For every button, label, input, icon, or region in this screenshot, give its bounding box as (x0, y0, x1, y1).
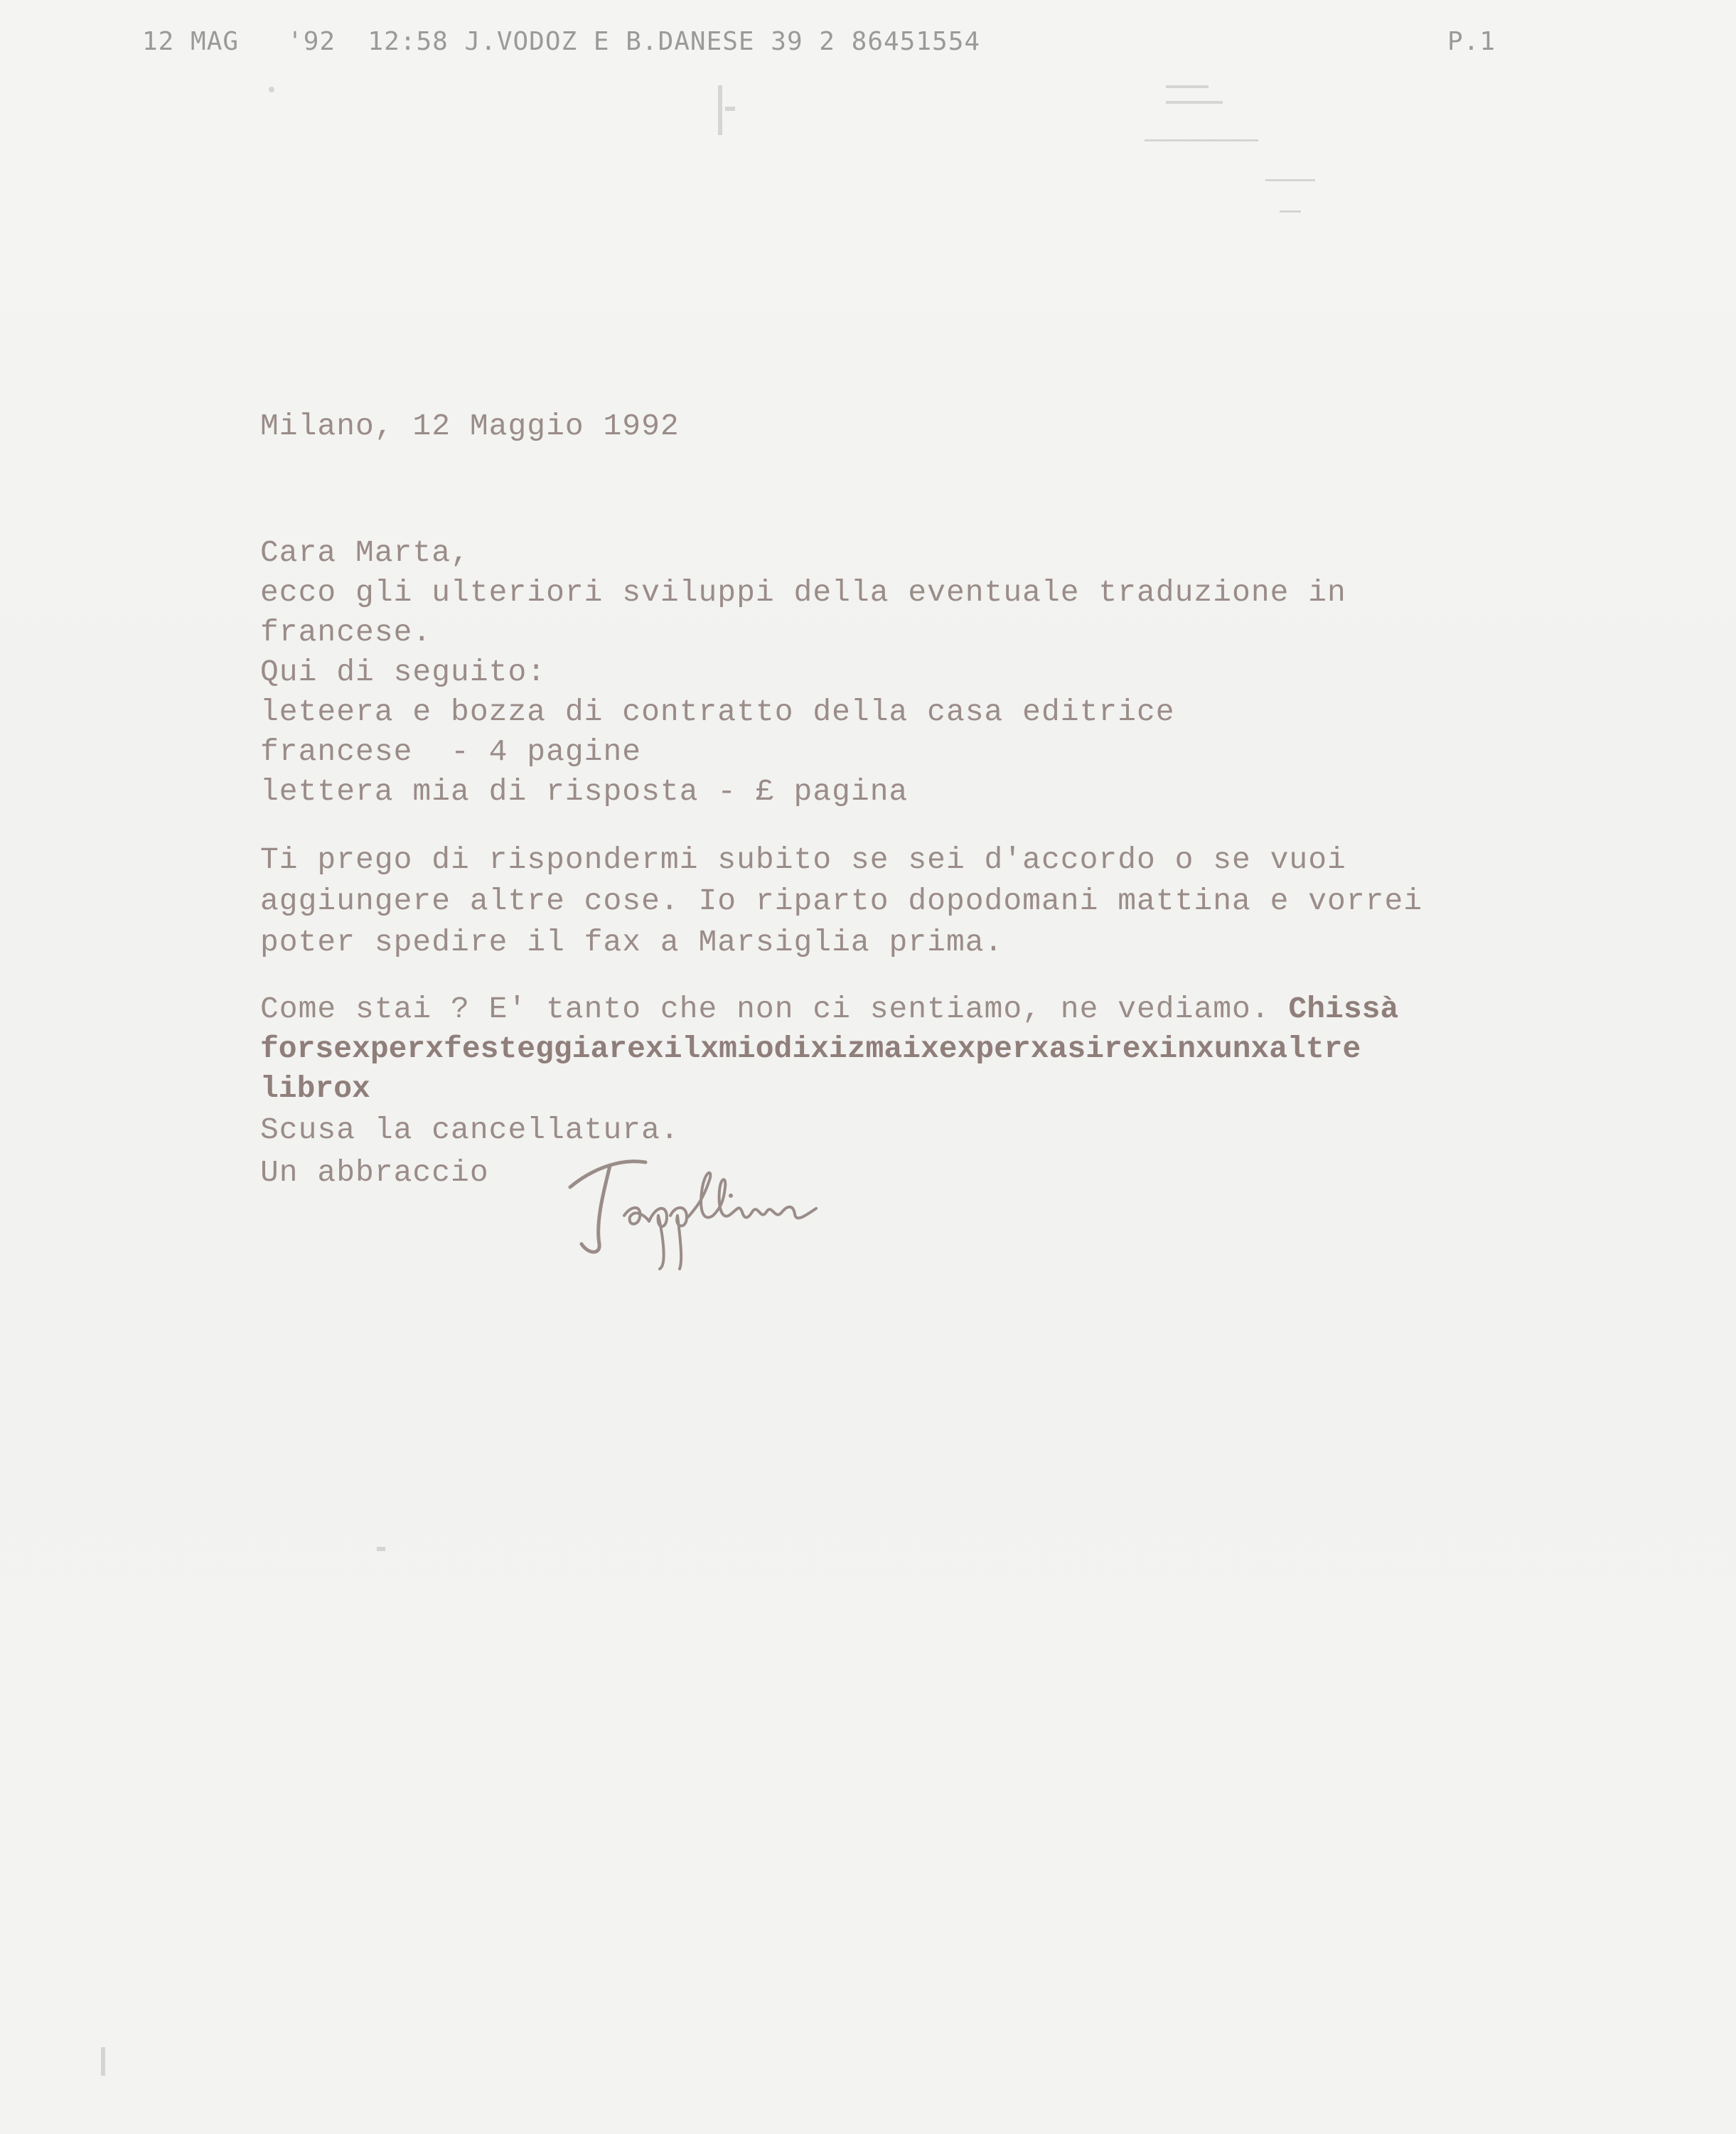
fax-header-info: 12 MAG '92 12:58 J.VODOZ E B.DANESE 39 2 86451554 (142, 27, 981, 56)
paragraph-line: Qui di seguito: (260, 655, 547, 690)
scan-mark (725, 107, 735, 111)
paragraph-line (260, 990, 1398, 1029)
signature (560, 1137, 845, 1272)
scan-mark (1265, 179, 1315, 181)
fax-transmission-header (142, 27, 1507, 63)
apology-line: Scusa la cancellatura. (260, 1112, 680, 1147)
struck-text: Chissà (1270, 992, 1399, 1026)
scan-mark (1280, 210, 1301, 213)
struck-text: forsexperxfesteggiarexilxmiodixizmaixexperxasirexinxunxaltre (260, 1031, 1361, 1066)
paragraph-line: lettera mia di risposta - £ pagina (260, 774, 909, 809)
struck-text: librox (260, 1071, 370, 1106)
scan-mark (718, 85, 722, 135)
paragraph-line: poter spedire il fax a Marsiglia prima. (260, 925, 1004, 960)
paragraph-line: francese. (260, 615, 432, 650)
paragraph-line: Ti prego di rispondermi subito se sei d'accordo o se vuoi (260, 842, 1346, 877)
date-line: Milano, 12 Maggio 1992 (260, 409, 680, 444)
paragraph-line: aggiungere altre cose. Io riparto dopodomani mattina e vorrei (260, 884, 1423, 918)
paragraph-text: Come stai ? E' tanto che non ci sentiamo, ne vediamo. (260, 992, 1270, 1026)
paragraph-line: leteera e bozza di contratto della casa editrice (260, 695, 1175, 729)
scan-mark (101, 2047, 105, 2076)
scan-mark (377, 1547, 385, 1551)
scan-mark (1166, 101, 1223, 104)
paragraph-line: francese - 4 pagine (260, 734, 642, 769)
fax-page-number: P.1 (1447, 27, 1496, 56)
scan-mark (1166, 85, 1209, 88)
closing-line: Un abbraccio (260, 1155, 489, 1190)
scan-mark (1145, 139, 1258, 141)
paragraph-line: ecco gli ulteriori sviluppi della eventuale traduzione in (260, 575, 1346, 610)
scan-mark (269, 87, 274, 92)
salutation: Cara Marta, (260, 535, 470, 570)
